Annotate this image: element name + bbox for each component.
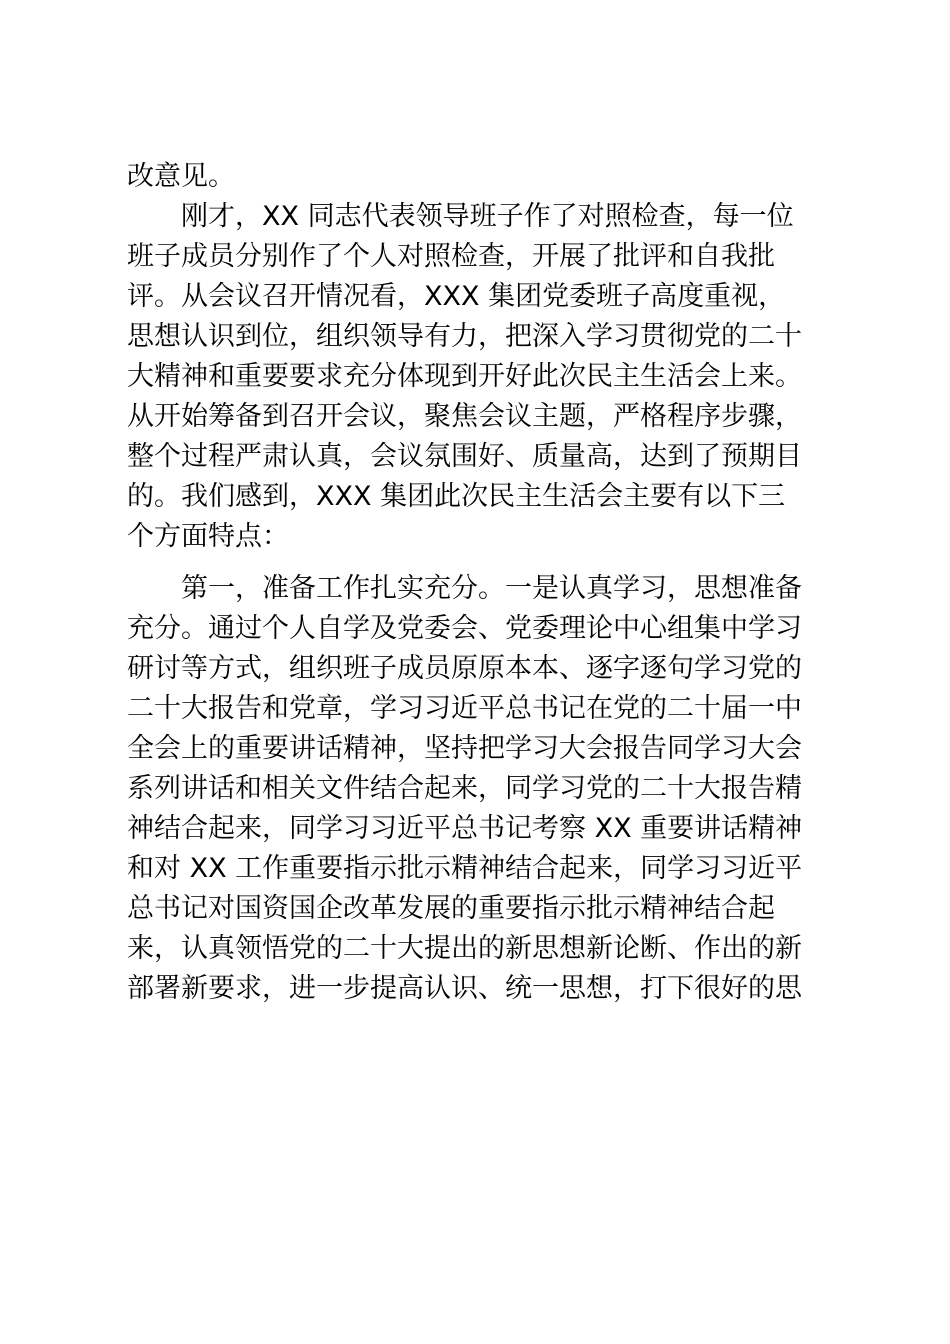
- section-heading-line: 第一，准备工作扎实充分。一是认真学习，思想准备: [127, 573, 802, 604]
- text-line: 思想认识到位，组织领导有力，把深入学习贯彻党的二十: [127, 321, 802, 352]
- text-line: 部署新要求，进一步提高认识、统一思想，打下很好的思: [127, 973, 802, 1004]
- text-line: 刚才，XX 同志代表领导班子作了对照检查，每一位: [127, 201, 794, 232]
- text-line: 神结合起来，同学习习近平总书记考察 XX 重要讲话精神: [127, 813, 803, 844]
- text-line: 二十大报告和党章，学习习近平总书记在党的二十届一中: [127, 693, 802, 724]
- text-line: 个方面特点：: [127, 521, 289, 552]
- text-line: 研讨等方式，组织班子成员原原本本、逐字逐句学习党的: [127, 653, 802, 684]
- text-line: 的。我们感到，XXX 集团此次民主生活会主要有以下三: [127, 481, 786, 512]
- text-line: 从开始筹备到召开会议，聚焦会议主题，严格程序步骤，: [127, 401, 802, 432]
- text-line: 来，认真领悟党的二十大提出的新思想新论断、作出的新: [127, 933, 802, 964]
- text-line: 整个过程严肃认真，会议氛围好、质量高，达到了预期目: [127, 441, 802, 472]
- text-line: 改意见。: [127, 161, 235, 192]
- text-line: 充分。通过个人自学及党委会、党委理论中心组集中学习: [127, 613, 802, 644]
- text-line: 班子成员分别作了个人对照检查，开展了批评和自我批: [127, 241, 775, 272]
- text-line: 全会上的重要讲话精神，坚持把学习大会报告同学习大会: [127, 733, 802, 764]
- text-line: 评。从会议召开情况看，XXX 集团党委班子高度重视，: [127, 281, 786, 312]
- text-line: 总书记对国资国企改革发展的重要指示批示精神结合起: [127, 893, 775, 924]
- body-text: [127, 157, 839, 1009]
- text-line: 系列讲话和相关文件结合起来，同学习党的二十大报告精: [127, 773, 802, 804]
- text-line: 大精神和重要要求充分体现到开好此次民主生活会上来。: [127, 361, 802, 392]
- text-line: 和对 XX 工作重要指示批示精神结合起来，同学习习近平: [127, 853, 803, 884]
